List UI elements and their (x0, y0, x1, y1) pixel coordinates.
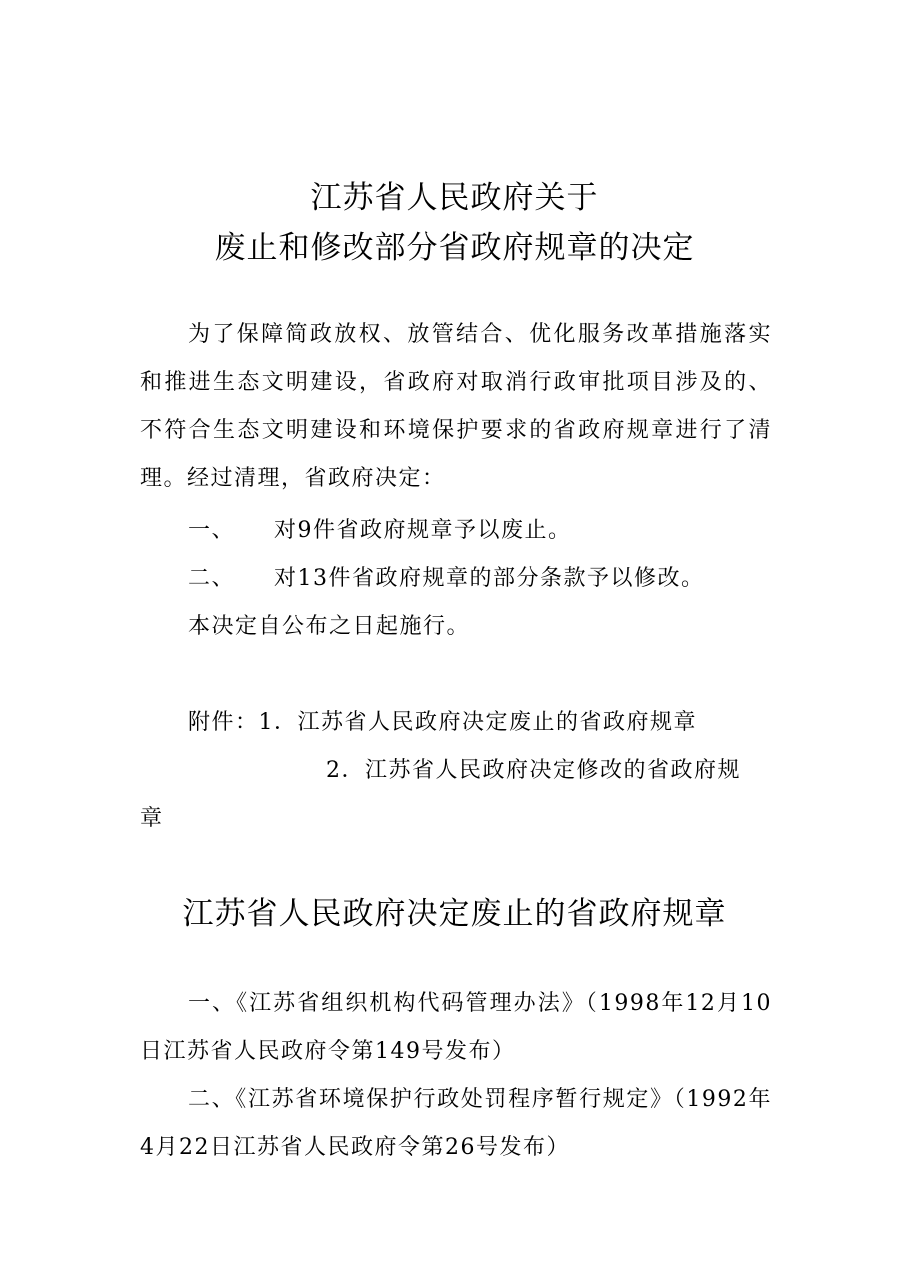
decision-item-2 (188, 561, 705, 592)
decision-item-1-text: 对9件省政府规章予以废止。 (274, 518, 572, 543)
attachment-2-line2: 章 (140, 806, 164, 831)
intro-paragraph: 为了保障简政放权、放管结合、优化服务改革措施落实和推进生态文明建设，省政府对取消行政审批项目涉及的、不符合生态文明建设和环境保护要求的省政府规章进行了清理。经过清理，省政府决定： (140, 322, 772, 491)
document-title-line2: 废止和修改部分省政府规章的决定 (214, 230, 695, 266)
decision-item-2-text: 对13件省政府规章的部分条款予以修改。 (274, 566, 705, 591)
attachment-2-line1: 2．江苏省人民政府决定修改的省政府规 (326, 758, 741, 783)
section-title: 江苏省人民政府决定废止的省政府规章 (182, 896, 727, 932)
document-title-line1: 江苏省人民政府关于 (310, 180, 599, 216)
decision-item-1 (188, 513, 572, 544)
decision-item-2-label: 二、 (188, 566, 236, 591)
decision-item-1-label: 一、 (188, 518, 236, 543)
repeal-item-1: 一、《江苏省组织机构代码管理办法》（1998年12月10日江苏省人民政府令第149号发布） (140, 991, 772, 1064)
repeal-item-2: 二、《江苏省环境保护行政处罚程序暂行规定》（1992年4月22日江苏省人民政府令第26号发布） (140, 1087, 772, 1160)
attachment-1: 附件：1．江苏省人民政府决定废止的省政府规章 (188, 710, 697, 735)
effective-date-statement: 本决定自公布之日起施行。 (188, 614, 471, 639)
